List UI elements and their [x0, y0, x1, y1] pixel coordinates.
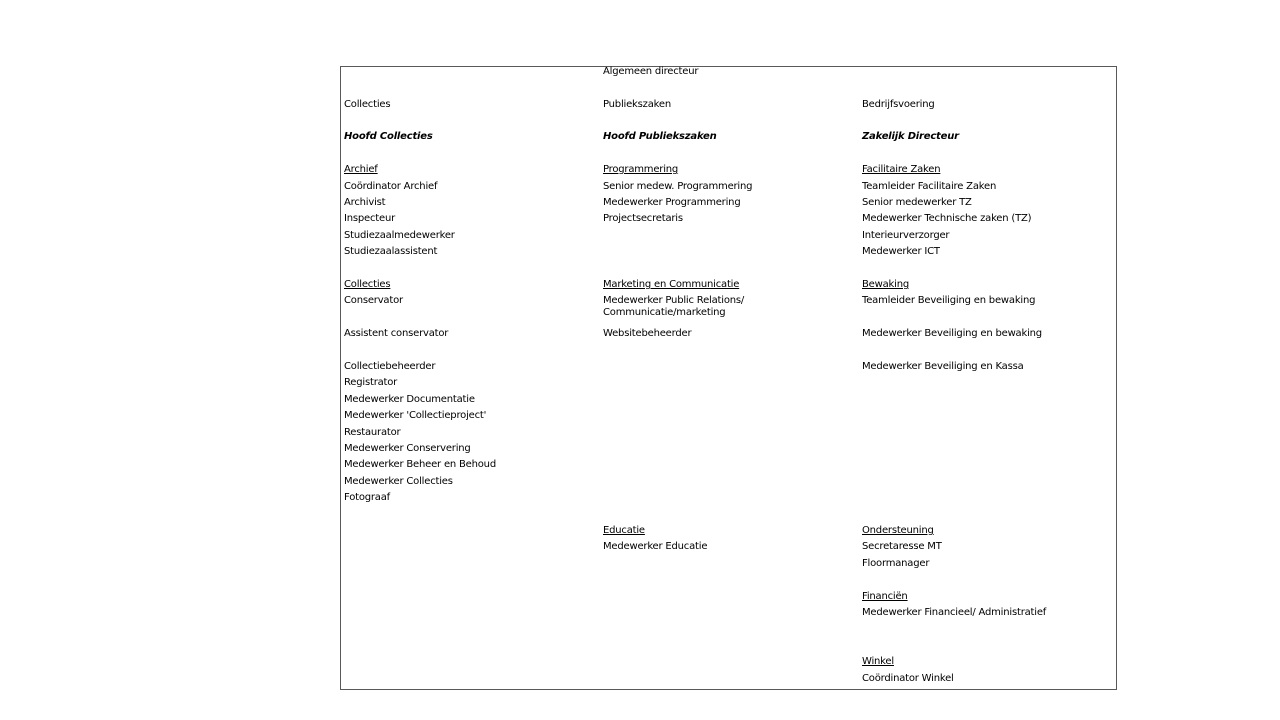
col3-section: Bedrijfsvoering — [862, 99, 935, 110]
col3-g5-item: Coördinator Winkel — [862, 673, 954, 684]
col1-g1-item: Archivist — [344, 197, 386, 208]
col1-g2-item: Medewerker Beheer en Behoud — [344, 459, 496, 470]
col2-g2-item: Websitebeheerder — [603, 328, 692, 339]
col3-g2-item: Medewerker Beveiliging en Kassa — [862, 361, 1024, 372]
col2-g2-item: Medewerker Public Relations/ — [603, 295, 745, 306]
col1-g2-item: Medewerker 'Collectieproject' — [344, 410, 487, 421]
col2-g2-item: Communicatie/marketing — [603, 307, 726, 318]
col3-g5-title: Winkel — [862, 656, 894, 667]
col1-g2-item: Registrator — [344, 377, 398, 388]
col1-head: Hoofd Collecties — [344, 131, 433, 142]
col3-g4-item: Medewerker Financieel/ Administratief — [862, 607, 1047, 618]
col3-g3-title: Ondersteuning — [862, 525, 934, 536]
col2-g3-title: Educatie — [603, 525, 645, 536]
col3-g4-title: Financiën — [862, 591, 908, 602]
col2-g2-title: Marketing en Communicatie — [603, 279, 740, 290]
col3-g1-title: Facilitaire Zaken — [862, 164, 941, 175]
col1-g2-item: Conservator — [344, 295, 403, 306]
col3-g1-item: Medewerker Technische zaken (TZ) — [862, 213, 1032, 224]
col3-g2-title: Bewaking — [862, 279, 909, 290]
col1-g2-item: Assistent conservator — [344, 328, 449, 339]
col1-g1-title: Archief — [344, 164, 378, 175]
col1-g2-item: Medewerker Conservering — [344, 443, 471, 454]
col1-section: Collecties — [344, 99, 391, 110]
col1-g2-item: Restaurator — [344, 427, 401, 438]
col3-g2-item: Medewerker Beveiliging en bewaking — [862, 328, 1042, 339]
col3-g2-item: Teamleider Beveiliging en bewaking — [862, 295, 1036, 306]
top-title: Algemeen directeur — [603, 66, 699, 77]
col3-g1-item: Teamleider Facilitaire Zaken — [862, 181, 997, 192]
col1-g2-item: Medewerker Collecties — [344, 476, 453, 487]
col3-g1-item: Senior medewerker TZ — [862, 197, 972, 208]
col1-g2-title: Collecties — [344, 279, 391, 290]
col1-g1-item: Coördinator Archief — [344, 181, 438, 192]
col2-g3-item: Medewerker Educatie — [603, 541, 708, 552]
col3-g1-item: Medewerker ICT — [862, 246, 940, 257]
col1-g2-item: Medewerker Documentatie — [344, 394, 475, 405]
col2-head: Hoofd Publiekszaken — [603, 131, 717, 142]
col1-g1-item: Inspecteur — [344, 213, 396, 224]
col3-head: Zakelijk Directeur — [862, 131, 959, 142]
col2-g1-item: Senior medew. Programmering — [603, 181, 753, 192]
col2-g1-item: Medewerker Programmering — [603, 197, 741, 208]
col1-g1-item: Studiezaalmedewerker — [344, 230, 455, 241]
col2-g1-title: Programmering — [603, 164, 679, 175]
col3-g1-item: Interieurverzorger — [862, 230, 950, 241]
col3-g3-item: Floormanager — [862, 558, 930, 569]
col2-g1-item: Projectsecretaris — [603, 213, 683, 224]
col1-g2-item: Collectiebeheerder — [344, 361, 436, 372]
col1-g1-item: Studiezaalassistent — [344, 246, 438, 257]
col1-g2-item: Fotograaf — [344, 492, 390, 503]
org-chart-table — [340, 66, 1117, 690]
col3-g3-item: Secretaresse MT — [862, 541, 942, 552]
col2-section: Publiekszaken — [603, 99, 671, 110]
